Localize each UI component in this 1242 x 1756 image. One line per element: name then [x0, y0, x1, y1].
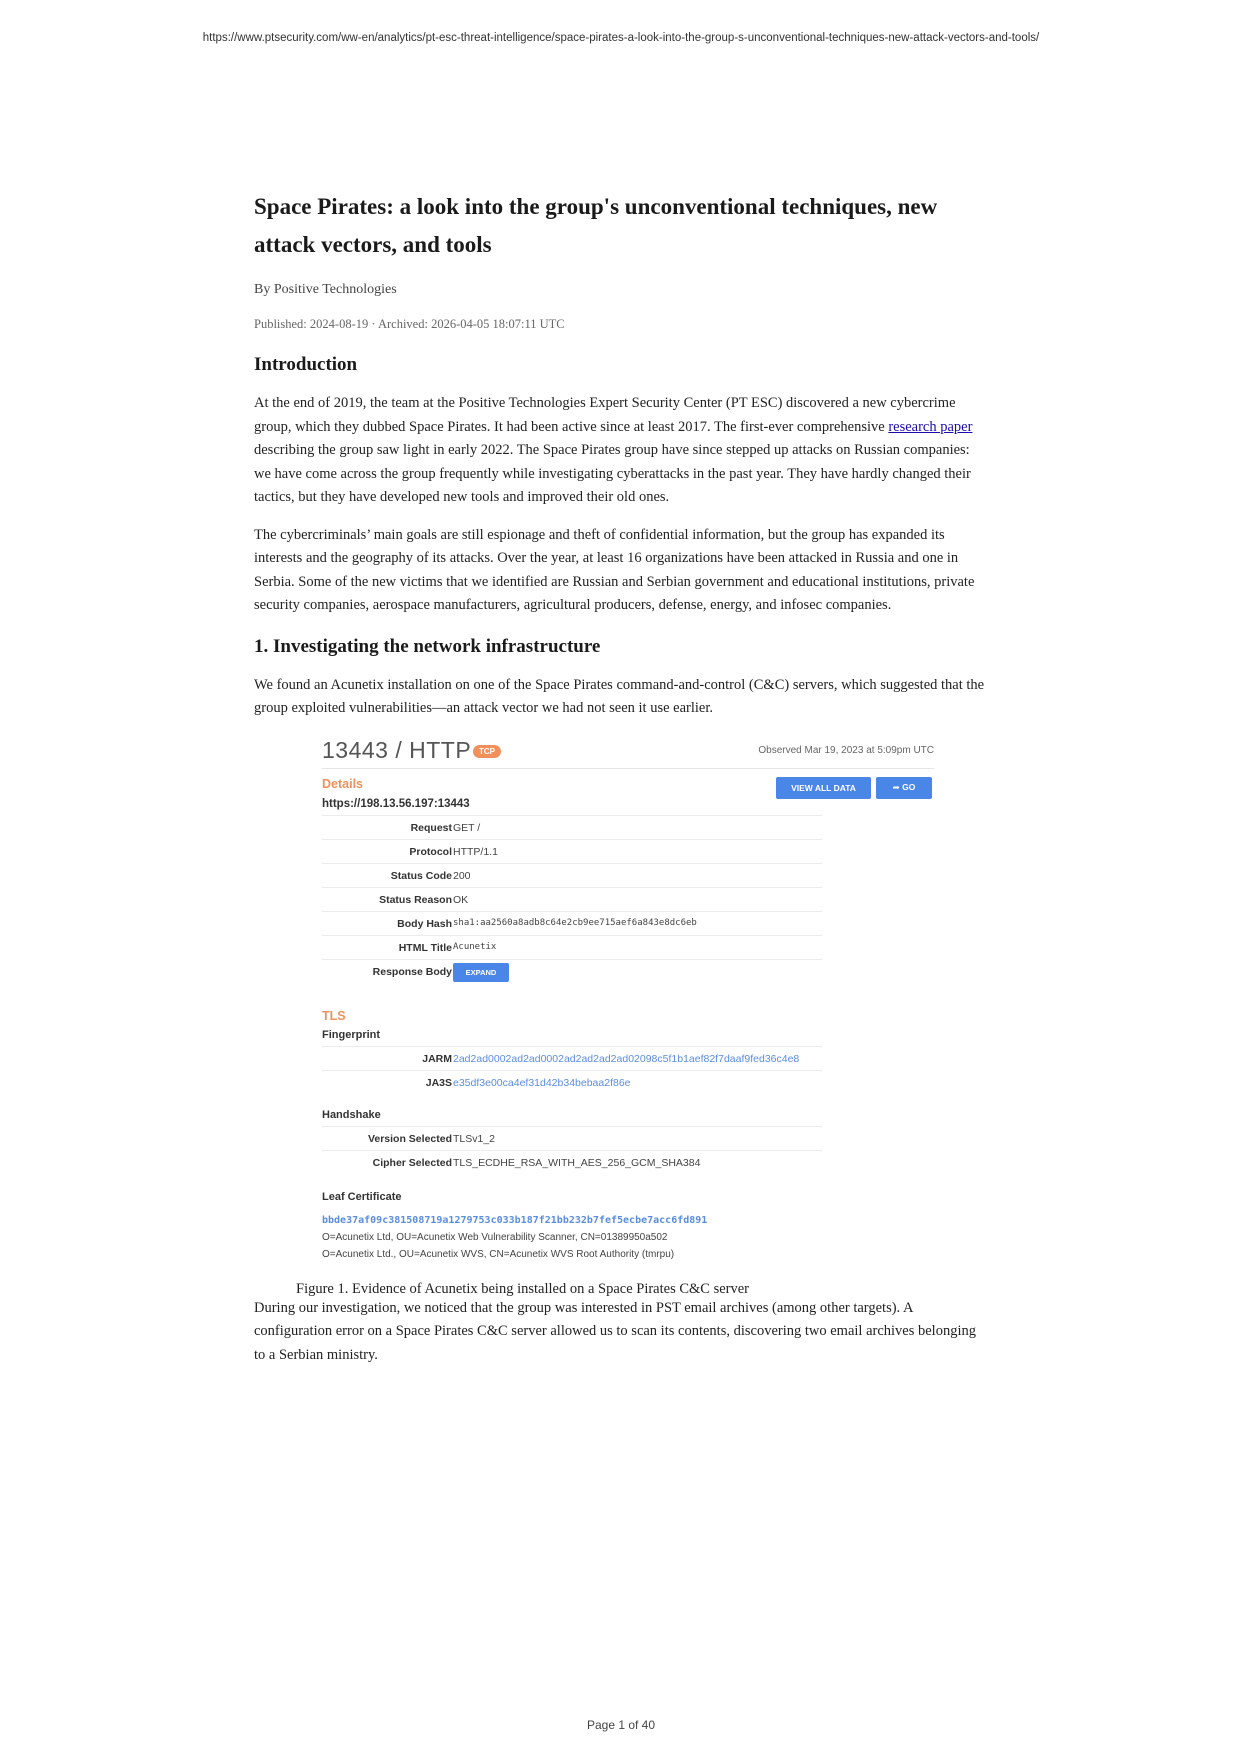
fingerprint-row-jarm [322, 1046, 822, 1071]
row-label: Protocol [409, 845, 452, 858]
row-value: Acunetix [453, 941, 497, 952]
ja3s-link[interactable]: e35df3e00ca4ef31d42b34bebaa2f86e [453, 1076, 631, 1089]
section1-paragraph-2: During our investigation, we noticed that the group was interested in PST email archives (among other targets). A configuration error on a Space Pirates C&C server allowed us to scan its contents, discovering two email archives belonging to a Serbian ministry. [254, 1299, 976, 1363]
row-value: OK [453, 893, 469, 906]
byline: By Positive Technologies [254, 282, 397, 297]
handshake-label: Handshake [322, 1108, 381, 1121]
fingerprint-label: Fingerprint [322, 1028, 381, 1041]
tcp-badge: TCP [473, 745, 501, 758]
leaf-certificate-subject: O=Acunetix Ltd, OU=Acunetix Web Vulnerability Scanner, CN=01389950a502 [322, 1231, 668, 1243]
row-label: Status Code [390, 869, 452, 882]
details-row-status-code [322, 863, 822, 888]
figure-caption: Figure 1. Evidence of Acunetix being installed on a Space Pirates C&C server [296, 1280, 750, 1297]
page-number: Page 1 of 40 [586, 1718, 656, 1732]
row-label: HTML Title [398, 941, 452, 954]
intro-p1-text-after: describing the group saw light in early 2022. The Space Pirates group have since stepped up attacks on Russian companies: we have come across the group frequently while investigating cyberattacks in the past year. They have hardly changed their tactics, but they have developed new tools and improved their old ones. [254, 442, 971, 505]
leaf-certificate-hash-link[interactable]: bbde37af09c381508719a1279753c033b187f21bb232b7fef5ecbe7acc6fd891 [322, 1214, 708, 1226]
row-value: TLS_ECDHE_RSA_WITH_AES_256_GCM_SHA384 [453, 1156, 701, 1169]
row-value: 200 [453, 869, 471, 882]
expand-button[interactable]: EXPAND [453, 963, 509, 982]
port-heading: 13443 / HTTP [322, 736, 472, 763]
fingerprint-row-ja3s [322, 1070, 822, 1095]
row-label: Cipher Selected [372, 1156, 452, 1169]
row-label: JA3S [425, 1076, 452, 1089]
details-row-protocol [322, 839, 822, 864]
handshake-row-version [322, 1126, 822, 1151]
row-label: JARM [422, 1052, 452, 1065]
details-row-html-title [322, 935, 822, 960]
details-row-response-body [322, 959, 822, 984]
go-button[interactable]: ➦ GO [876, 777, 932, 799]
details-row-status-reason [322, 887, 822, 912]
details-heading: Details [322, 776, 363, 791]
leaf-certificate-label: Leaf Certificate [322, 1190, 402, 1203]
scan-screenshot [322, 735, 934, 1273]
intro-heading: Introduction [254, 354, 358, 375]
row-label: Status Reason [379, 893, 452, 906]
intro-paragraph-1 [254, 392, 990, 510]
intro-p1-text-before: At the end of 2019, the team at the Positive Technologies Expert Security Center (PT ESC) discovered a new cybercrime group, which they dubbed Space Pirates. It had been active since at least 2017. The first-ever comprehensive [254, 395, 956, 435]
details-row-request [322, 815, 822, 840]
row-label: Request [410, 821, 452, 834]
article-title: Space Pirates: a look into the group's unconventional techniques, new attack vectors, and tools [254, 194, 938, 257]
section1-paragraph-1: We found an Acunetix installation on one of the Space Pirates command-and-control (C&C) servers, which suggested that the group exploited vulnerabilities—an attack vector we had not seen it use earlier. [254, 676, 985, 716]
tls-heading: TLS [322, 1008, 346, 1023]
row-label: Body Hash [397, 917, 452, 930]
row-value: TLSv1_2 [453, 1132, 496, 1145]
publish-meta: Published: 2024-08-19 · Archived: 2026-04-05 18:07:11 UTC [254, 317, 565, 331]
article [254, 188, 990, 1381]
research-paper-link[interactable]: research paper [888, 418, 973, 435]
handshake-row-cipher [322, 1150, 822, 1175]
source-url: https://www.ptsecurity.com/ww-en/analytics/pt-esc-threat-intelligence/space-pirates-a-look-into-the-group-s-unconventional-techniques-new-attack-vectors-and-tools/ [202, 32, 1040, 44]
intro-paragraph-2: The cybercriminals’ main goals are still espionage and theft of confidential information, but the group has expanded its interests and the geography of its attacks. Over the year, at least 16 organizations have been attacked in Russia and one in Serbia. Some of the new victims that we identified are Russian and Serbian government and educational institutions, private security companies, aerospace manufacturers, agricultural producers, defense, energy, and infosec companies. [254, 526, 975, 613]
row-value: HTTP/1.1 [453, 845, 498, 858]
row-label: Version Selected [367, 1132, 452, 1145]
details-url: https://198.13.56.197:13443 [322, 797, 470, 810]
row-label: Response Body [372, 965, 452, 978]
details-row-body-hash [322, 911, 822, 936]
figure-1 [254, 735, 990, 1297]
view-all-data-button[interactable]: VIEW ALL DATA [776, 777, 871, 799]
row-value: sha1:aa2560a8adb8c64e2cb9ee715aef6a843e8dc6eb [453, 917, 697, 928]
observed-timestamp: Observed Mar 19, 2023 at 5:09pm UTC [758, 744, 934, 756]
section1-heading: 1. Investigating the network infrastructure [254, 635, 601, 657]
jarm-link[interactable]: 2ad2ad0002ad2ad0002ad2ad2ad2ad02098c5f1b1aef82f7daaf9fed36c4e8 [453, 1052, 800, 1065]
divider [322, 768, 934, 769]
leaf-certificate-issuer: O=Acunetix Ltd., OU=Acunetix WVS, CN=Acunetix WVS Root Authority (tmrpu) [322, 1248, 675, 1260]
row-value: GET / [453, 821, 481, 834]
